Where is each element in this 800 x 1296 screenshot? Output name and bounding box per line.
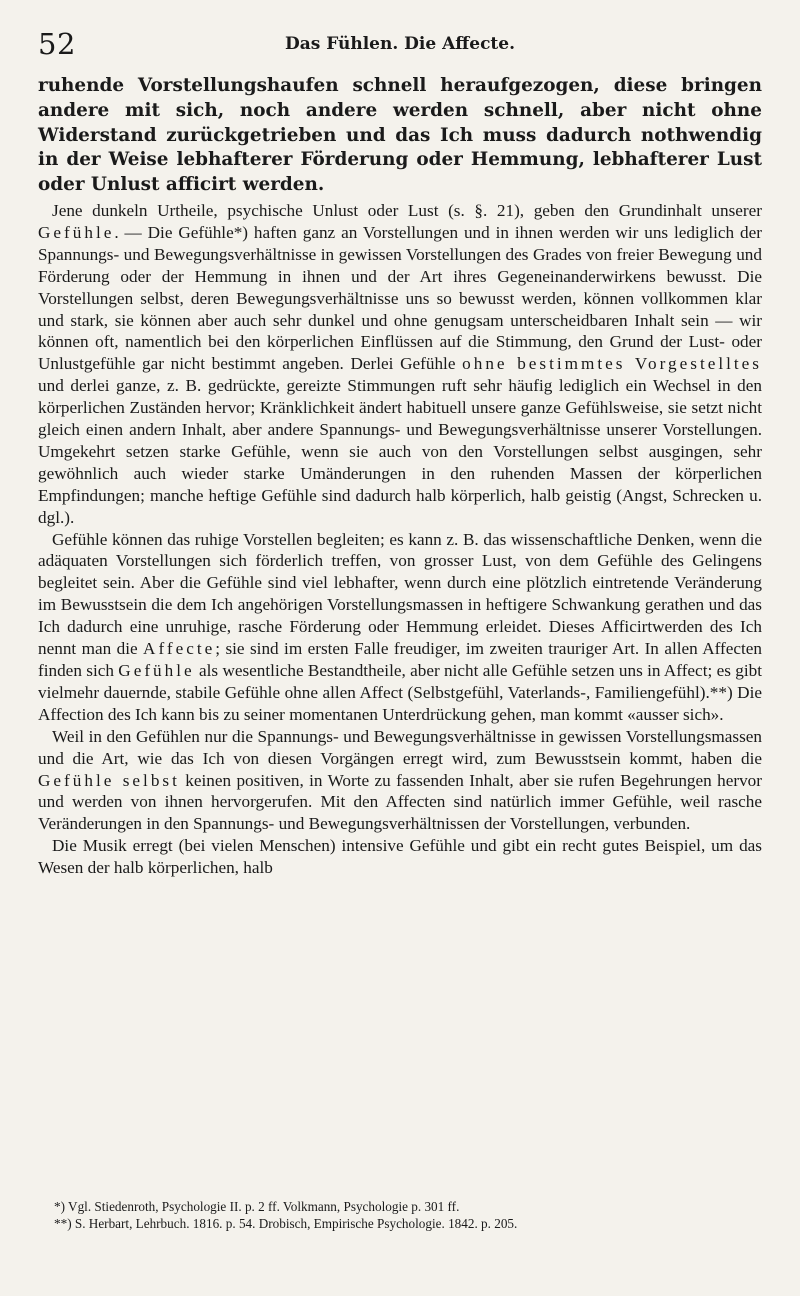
footnotes (38, 1198, 762, 1232)
text-run: keinen positiven, in Worte zu fassenden Inhalt, aber sie rufen Begehrungen hervor und werden von ihnen hervorgerufen. Mit den Affecten sind natürlich immer Gefühle, weil rasche Veränderungen in den Spannungs- und Bewegungsverhältnissen der Vorstellungen, verbunden. (38, 770, 762, 834)
text-run: . — Die Gefühle*) haften ganz an Vorstellungen und in ihnen werden wir uns lediglich der Spannungs- und Bewegungsverhältnisse in gewissen Vorstellungen des Grades von freier Bewegung und Förderung oder der Hemmung in ihnen und der Art ihres Gegeneinanderwirkens bewusst. Die Vorstellungen selbst, deren Bewegungsverhältnisse uns so bewusst werden, können vollkommen klar und stark, sie können aber auch sehr dunkel und ohne genugsam unterscheidbaren Inhalt sein — wir können oft, namentlich bei den körperlichen Einflüssen auf die Stimmung, den Grund der Lust- oder Unlustgefühle gar nicht bestimmt angeben. Derlei Gefühle (38, 222, 762, 374)
running-head: Das Fühlen. Die Affecte. (284, 34, 516, 54)
spaced-term: Gefühle (38, 222, 115, 242)
text-run: Gefühle können das ruhige Vorstellen begleiten; es kann z. B. das wissenschaftliche Denken, wenn die adäquaten Vorstellungen sich förderlich treffen, von grosser Lust, von dem Gefühle des Gelingens begleitet sein. Aber die Gefühle sind viel lebhafter, wenn durch eine plötzlich eintretende Veränderung im Bewusstsein die dem Ich angehörigen Vorstellungsmassen in heftigere Schwankung gerathen und das Ich dadurch eine unruhige, rasche Förderung oder Hemmung erleidet. Dieses Afficirtwerden des Ich nennt man die (38, 529, 762, 659)
spaced-term: Gefühle (118, 661, 195, 681)
text-run: als wesentliche Bestandtheile, aber nicht alle Gefühle setzen uns in Affect; es gibt vielmehr dauernde, stabile Gefühle ohne allen Affect (Selbstgefühl, Vaterlands-, Familiengefühl).**) Die Affection des Ich kann bis zu seiner momentanen Unterdrückung gehen, man kommt «ausser sich». (38, 661, 762, 724)
spaced-term: ohne bestimmtes Vorgestelltes (462, 354, 762, 374)
footnote-2: **) S. Herbart, Lehrbuch. 1816. p. 54. Drobisch, Empirische Psychologie. 1842. p. 205. (54, 1216, 518, 1231)
text-run: und derlei ganze, z. B. gedrückte, gereizte Stimmungen ruft sehr häufig lediglich ein Wechsel in den körperlichen Zuständen hervor; Kränklichkeit ändert habituell unsere ganze Gefühlsweise, sie setzt nicht gleich einen andern Inhalt, aber andere Spannungs- und Bewegungsverhältnisse unserer Vorstellungen. Umgekehrt setzen starke Gefühle, wenn sie auch von den Vorstellungen selbst ausgingen, sehr gewöhnlich auch wieder starke Umänderungen in den ruhenden Massen der körperlichen Empfindungen; manche heftige Gefühle sind dadurch halb körperlich, halb geistig (Angst, Schrecken u. dgl.). (38, 376, 762, 527)
bold-paragraph: ruhende Vorstellungshaufen schnell heraufgezogen, diese bringen andere mit sich, noch andere werden schnell, aber nicht ohne Widerstand zurückgetrieben und das Ich muss dadurch nothwendig in der Weise lebhafterer Förderung oder Hemmung, lebhafterer Lust oder Unlust afficirt werden. (38, 75, 762, 196)
text-run: Weil in den Gefühlen nur die Spannungs- und Bewegungsverhältnisse in gewissen Vorstellungsmassen und die Art, wie das Ich von diesen Vorgängen erregt wird, zum Bewusstsein kommt, haben die (38, 726, 762, 768)
page-header (38, 24, 762, 64)
spaced-term: Affecte (143, 639, 216, 659)
page-number: 52 (38, 27, 76, 61)
paragraph-musik: Die Musik erregt (bei vielen Menschen) intensive Gefühle und gibt ein recht gutes Beispiel, um das Wesen der halb körperlichen, halb (38, 836, 762, 878)
text-run: ; sie sind im ersten Falle freudiger, im zweiten trauriger Art. In allen Affecten finden sich (38, 639, 762, 681)
spaced-term: Gefühle selbst (38, 770, 180, 790)
paragraph-affecte (38, 529, 762, 726)
text-run: Jene dunkeln Urtheile, psychische Unlust oder Lust (s. §. 21), geben den Grundinhalt unserer (52, 200, 762, 220)
footnote-1: *) Vgl. Stiedenroth, Psychologie II. p. 2 ff. Volkmann, Psychologie p. 301 ff. (54, 1199, 460, 1214)
paragraph-gefuehle-selbst (38, 726, 762, 836)
paragraph-gefuehle (38, 200, 762, 529)
page-body (38, 74, 762, 879)
